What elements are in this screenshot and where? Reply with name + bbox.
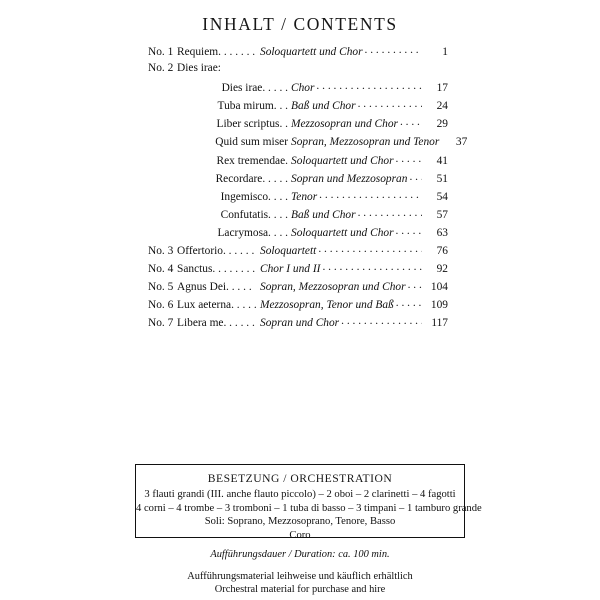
toc-scoring: Baß und Chor — [291, 100, 356, 113]
toc-title: Quid sum miser — [215, 136, 288, 149]
toc-title: Rex tremendae. — [216, 154, 288, 167]
toc-leader-dots — [409, 171, 422, 182]
toc-number: No. 3 — [148, 245, 174, 258]
toc-title: Ingemisco. . . . — [220, 190, 288, 203]
toc-title: Recordare. . . . . — [215, 172, 288, 185]
toc-page-number: 76 — [436, 245, 448, 258]
toc-scoring: Sopran und Chor — [260, 317, 340, 330]
toc-number: No. 6 — [148, 299, 174, 312]
orchestration-line: 3 flauti grandi (III. anche flauto piccolo) – 2 oboi – 2 clarinetti – 4 fagotti — [144, 489, 456, 500]
toc-page-number: 1 — [442, 46, 448, 58]
toc-row[interactable] — [148, 279, 448, 297]
toc-page-number: 17 — [436, 82, 448, 95]
toc-row[interactable] — [148, 62, 448, 80]
toc-number: No. 4 — [148, 263, 174, 276]
toc-page-number: 109 — [430, 299, 448, 312]
toc-row[interactable] — [148, 171, 448, 189]
orchestration-title: BESETZUNG / ORCHESTRATION — [207, 472, 393, 485]
toc-leader-dots — [341, 315, 422, 326]
material-note-en: Orchestral material for purchase and hire — [214, 584, 386, 596]
toc-title: Agnus Dei. . . . . — [177, 281, 252, 294]
toc-row[interactable] — [148, 297, 448, 315]
toc-row[interactable] — [148, 80, 448, 98]
toc-scoring: Chor I und II — [260, 263, 321, 276]
toc-page-number: 29 — [436, 118, 448, 131]
toc-row[interactable] — [148, 243, 448, 261]
toc-scoring: Sopran, Mezzosopran und Tenor — [291, 136, 440, 149]
toc-page-number: 63 — [436, 226, 448, 239]
toc-leader-dots — [322, 261, 422, 272]
toc-leader-dots — [318, 243, 422, 254]
toc-title: Lux aeterna. . . . . — [177, 299, 257, 312]
toc-title: Confutatis. . . . — [220, 208, 288, 221]
toc-page-number: 24 — [436, 100, 448, 113]
toc-scoring: Soloquartett und Chor — [291, 226, 394, 239]
toc-scoring: Mezzosopran, Tenor und Baß — [260, 299, 394, 312]
toc-leader-dots — [396, 297, 422, 308]
orchestration-line: 4 corni – 4 trombe – 3 tromboni – 1 tuba di basso – 3 timpani – 1 tamburo grande — [136, 502, 482, 514]
toc-leader-dots — [408, 279, 422, 290]
toc-number: No. 7 — [148, 317, 174, 330]
duration-note: Aufführungsdauer / Duration: ca. 100 min. — [210, 549, 390, 560]
toc-row[interactable] — [148, 98, 448, 116]
toc-row[interactable] — [148, 207, 448, 225]
toc-leader-dots — [319, 189, 422, 200]
toc-title: Dies irae. . . . . — [221, 82, 288, 95]
toc-page-number: 54 — [436, 190, 448, 203]
toc-leader-dots — [396, 225, 422, 236]
toc-page-number: 37 — [455, 136, 468, 149]
toc-title: Sanctus. . . . . . . . — [177, 263, 256, 276]
toc-row[interactable] — [148, 153, 448, 171]
toc-number: No. 5 — [148, 281, 174, 294]
toc-scoring: Sopran und Mezzosopran — [291, 172, 408, 185]
toc-page-number: 92 — [436, 263, 448, 276]
toc-row[interactable] — [148, 225, 448, 243]
toc-page-number: 57 — [436, 208, 448, 221]
toc-scoring: Baß und Chor — [291, 208, 356, 221]
toc-title: Liber scriptus. . — [216, 118, 288, 131]
toc-title: Tuba mirum. . . — [217, 100, 288, 113]
toc-leader-dots — [358, 207, 422, 218]
orchestration-box — [135, 464, 482, 541]
toc-title: Requiem. . . . . . . — [177, 46, 256, 58]
toc-page-number: 104 — [430, 281, 448, 294]
toc-page-number: 117 — [431, 317, 448, 330]
toc-scoring: Chor — [291, 82, 315, 95]
toc-row[interactable] — [148, 189, 448, 207]
toc-scoring: Tenor — [291, 190, 318, 203]
orchestration-line: Coro — [289, 529, 311, 541]
toc-title: Lacrymosa. . . . — [217, 226, 288, 239]
toc-page-number: 51 — [436, 172, 448, 185]
toc-title: Libera me. . . . . . — [177, 317, 255, 330]
toc-title: Offertorio. . . . . . — [177, 245, 255, 258]
toc-leader-dots — [365, 44, 422, 55]
footer — [0, 549, 600, 596]
toc-leader-dots — [400, 116, 422, 127]
toc-leader-dots — [316, 80, 422, 91]
toc-row[interactable] — [148, 315, 448, 333]
toc-scoring: Soloquartett und Chor — [291, 154, 394, 167]
orchestration-line: Soli: Soprano, Mezzosoprano, Tenore, Basso — [204, 516, 396, 528]
material-note-de: Aufführungsmaterial leihweise und käuflich erhältlich — [187, 571, 413, 582]
toc-row[interactable] — [148, 134, 468, 152]
page-title: INHALT / CONTENTS — [202, 14, 398, 34]
toc-scoring: Mezzosopran und Chor — [291, 118, 398, 131]
toc-page-number: 41 — [436, 154, 448, 167]
table-of-contents — [148, 44, 468, 334]
toc-number: No. 1 — [148, 46, 174, 58]
toc-row[interactable] — [148, 261, 448, 279]
toc-row[interactable] — [148, 116, 448, 134]
toc-row[interactable] — [148, 44, 448, 62]
toc-title: Dies irae: — [177, 62, 221, 75]
toc-scoring: Soloquartett und Chor — [260, 46, 363, 58]
toc-leader-dots — [396, 153, 422, 164]
toc-number: No. 2 — [148, 62, 174, 75]
toc-leader-dots — [358, 98, 422, 109]
toc-scoring: Soloquartett — [260, 245, 317, 258]
toc-scoring: Sopran, Mezzosopran und Chor — [260, 281, 406, 294]
